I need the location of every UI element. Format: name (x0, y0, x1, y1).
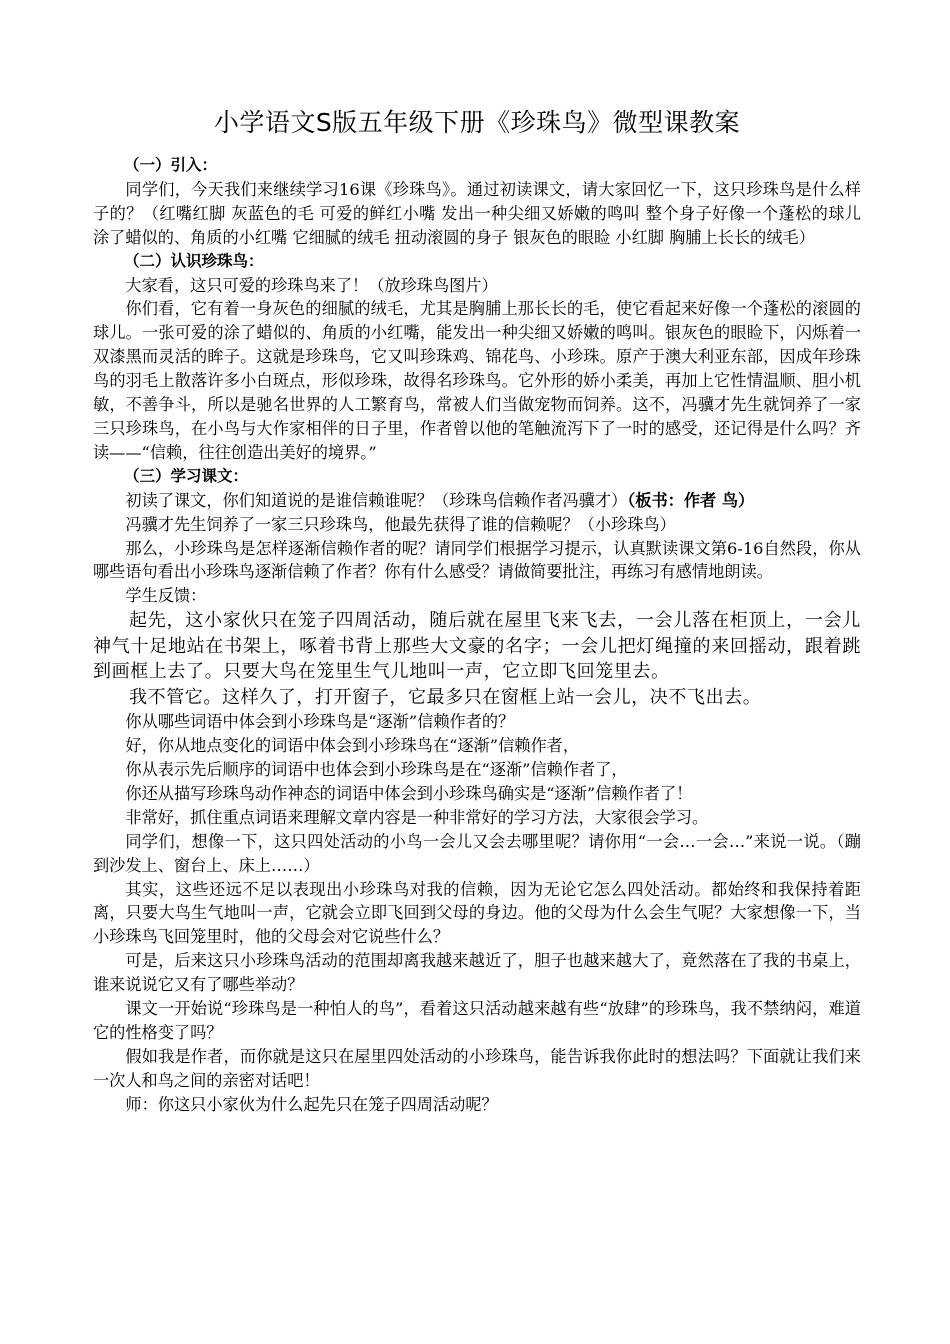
paragraph: 非常好，抓住重点词语来理解文章内容是一种非常好的学习方法，大家很会学习。 (125, 807, 709, 827)
paragraph: 大家看，这只可爱的珍珠鸟来了！（放珍珠鸟图片） (125, 275, 498, 295)
section-heading-intro: （一）引入： (124, 156, 218, 174)
paragraph-text: 初读了课文，你们知道说的是谁信赖谁呢？（珍珠鸟信赖作者冯骥才） (125, 490, 628, 510)
document-body (93, 106, 861, 1117)
paragraph: 课文一开始说“珍珠鸟是一种怕人的鸟”，看着这只活动越来越有些“放肆”的珍珠鸟，我不禁纳闷，难道它的性格变了吗？ (93, 999, 861, 1042)
paragraph: 冯骥才先生饲养了一家三只珍珠鸟，他最先获得了谁的信赖呢？（小珍珠鸟） (125, 514, 676, 534)
paragraph: 你从哪些词语中体会到小珍珠鸟是“逐渐”信赖作者的？ (125, 712, 515, 732)
paragraph: 学生反馈： (125, 586, 207, 606)
paragraph: 其实，这些还远不足以表现出小珍珠鸟对我的信赖，因为无论它怎么四处活动。都始终和我保持着距离，只要大鸟生气地叫一声，它就会立即飞回到父母的身边。他的父母为什么会生气呢？大家想像一下，当小珍珠鸟飞回笼里时，他的父母会对它说些什么？ (93, 879, 861, 947)
paragraph: 可是，后来这只小珍珠鸟活动的范围却离我越来越近了，胆子也越来越大了，竟然落在了我的书桌上，谁来说说它又有了哪些举动？ (93, 951, 861, 995)
paragraph: 好，你从地点变化的词语中体会到小珍珠鸟在“逐渐”信赖作者， (125, 736, 580, 756)
blackboard-note: （板书：作者 鸟） (627, 490, 755, 510)
section-heading-know-bird: （二）认识珍珠鸟： (124, 251, 264, 270)
paragraph: 你还从描写珍珠鸟动作神态的词语中体会到小珍珠鸟确实是“逐渐”信赖作者了！ (125, 783, 693, 803)
quoted-passage: 起先，这小家伙只在笼子四周活动，随后就在屋里飞来飞去，一会儿落在柜顶上，一会儿神气十足地站在书架上，啄着书背上那些大文豪的名字；一会儿把灯绳撞的来回摇动，跟着跳到画框上去了。只要大鸟在笼里生气儿地叫一声，它立即飞回笼里去。 (93, 610, 861, 683)
paragraph: 那么，小珍珠鸟是怎样逐渐信赖作者的呢？请同学们根据学习提示，认真默读课文第6-16自然段，你从哪些语句看出小珍珠鸟逐渐信赖了作者？你有什么感受？请做简要批注，再练习有感情地朗读。 (93, 538, 861, 582)
paragraph: 你们看，它有着一身灰色的细腻的绒毛，尤其是胸脯上那长长的毛，使它看起来好像一个蓬松的滚圆的球儿。一张可爱的涂了蜡似的、角质的小红嘴，能发出一种尖细又娇嫩的鸣叫。银灰色的眼睑下，闪烁着一双漆黑而灵活的眸子。这就是珍珠鸟，它又叫珍珠鸡、锦花鸟、小珍珠。原产于澳大利亚东部，因成年珍珠鸟的羽毛上散落许多小白斑点，形似珍珠，故得名珍珠鸟。它外形的娇小柔美，再加上它性情温顺、胆小机敏，不善争斗，所以是驰名世界的人工繁育鸟，常被人们当做宠物而饲养。这不，冯骥才先生就饲养了一家三只珍珠鸟，在小鸟与大作家相伴的日子里，作者曾以他的笔触流泻下了一时的感受，还记得是什么吗？齐读——“信赖，往往创造出美好的境界。” (93, 299, 861, 462)
quoted-passage: 我不管它。这样久了，打开窗子，它最多只在窗框上站一会儿，决不飞出去。 (129, 686, 762, 708)
paragraph (93, 489, 861, 513)
paragraph: 同学们，今天我们来继续学习16课《珍珠鸟》。通过初读课文，请大家回忆一下，这只珍珠鸟是什么样子的？（红嘴红脚 灰蓝色的毛 可爱的鲜红小嘴 发出一种尖细又娇嫩的鸣叫 整个身子好像一个蓬松的球儿 涂了蜡似的、角质的小红嘴 它细腻的绒毛 扭动滚圆的身子 银灰色的眼睑 小红脚 胸脯上长长的绒毛） (93, 179, 861, 247)
paragraph: 假如我是作者，而你就是这只在屋里四处活动的小珍珠鸟，能告诉我你此时的想法吗？下面就让我们来一次人和鸟之间的亲密对话吧！ (93, 1046, 861, 1090)
section-heading-study-text: （三）学习课文： (124, 466, 249, 485)
paragraph: 师：你这只小家伙为什么起先只在笼子四周活动呢？ (125, 1094, 498, 1114)
paragraph: 同学们，想像一下，这只四处活动的小鸟一会儿又会去哪里呢？请你用“一会…一会…”来说一说。（蹦到沙发上、窗台上、床上……） (93, 831, 861, 875)
document-title: 小学语文S版五年级下册《珍珠鸟》微型课教案 (213, 108, 741, 137)
paragraph: 你从表示先后顺序的词语中也体会到小珍珠鸟是在“逐渐”信赖作者了， (125, 760, 628, 780)
